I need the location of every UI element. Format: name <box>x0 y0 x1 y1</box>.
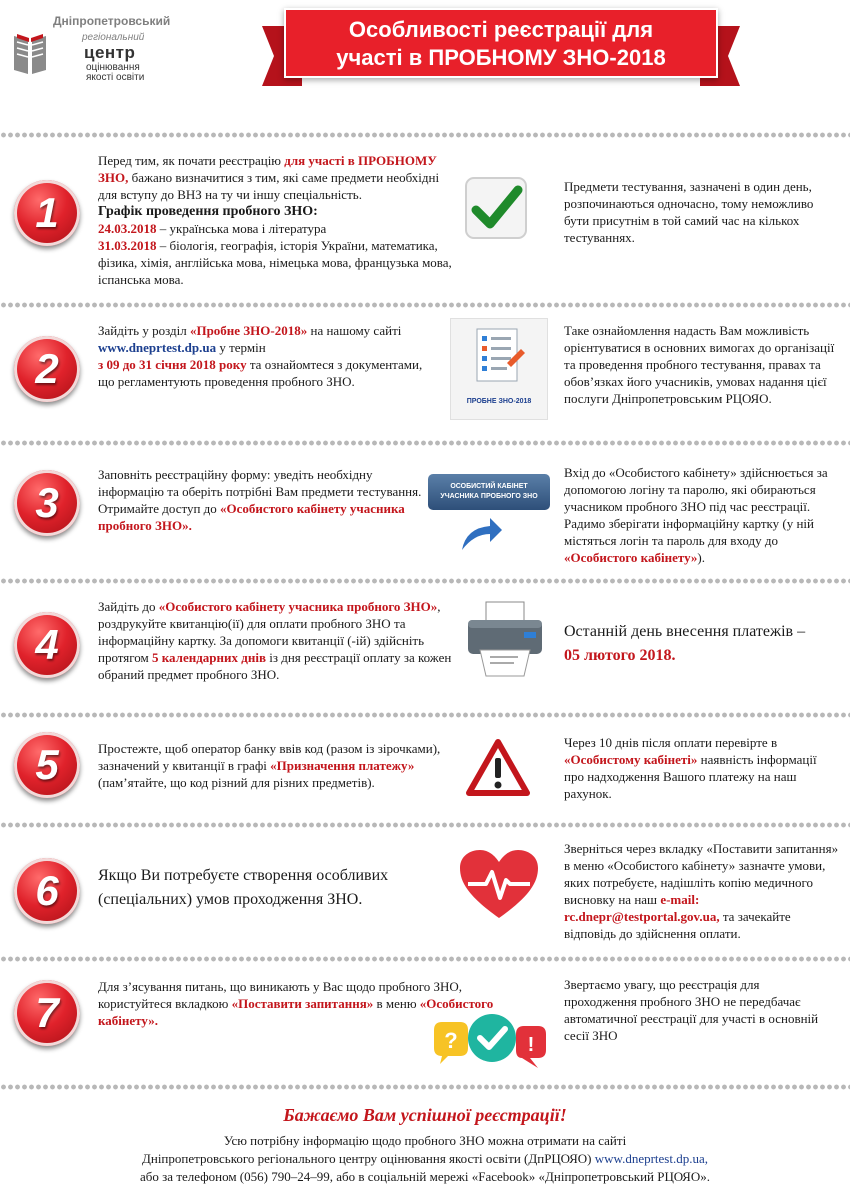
step4-text-d: 5 календарних днів <box>152 650 266 665</box>
step3-note-b: «Особистого кабінету» <box>564 550 698 565</box>
cabinet-button-line1: ОСОБИСТИЙ КАБІНЕТ <box>450 483 528 490</box>
checklist-graphic <box>451 319 547 391</box>
step5-note <box>564 734 834 802</box>
logo-text-line2: регіональний <box>82 32 145 43</box>
banner-title-line1: Особливості реєстрації для <box>348 17 654 42</box>
dotted-separator <box>0 302 850 308</box>
dotted-separator <box>0 440 850 446</box>
step4-text-b: «Особистого кабінету учасника пробного ЗНО» <box>158 599 438 614</box>
dotted-separator <box>0 712 850 718</box>
dotted-separator <box>0 956 850 962</box>
footer-line1: Усю потрібну інформацію щодо пробного ЗНО можна отримати на сайті <box>223 1133 627 1148</box>
step6-note <box>564 840 844 942</box>
footer-title: Бажаємо Вам успішної реєстрації! <box>283 1105 567 1125</box>
payment-deadline: 05 лютого 2018. <box>564 647 676 664</box>
schedule-date1-text: – українська мова і література <box>156 221 327 236</box>
title-banner <box>262 8 740 84</box>
step3-note <box>564 464 842 566</box>
logo-text-line4a: оцінювання <box>86 62 140 73</box>
step2-instructions <box>98 322 438 390</box>
heart-pulse-icon <box>458 848 540 922</box>
dotted-separator <box>0 822 850 828</box>
step-number-badge <box>14 470 80 536</box>
printer-icon <box>462 598 548 680</box>
step-number-badge <box>14 336 80 402</box>
cabinet-button <box>428 474 550 510</box>
dotted-separator <box>0 1084 850 1090</box>
step1-text-b: для участі в ПРОБНОМУ ЗНО, <box>98 153 437 185</box>
step5-instructions <box>98 740 458 791</box>
banner-title-line2: участі в ПРОБНОМУ ЗНО-2018 <box>336 45 666 70</box>
step6-instructions: Якщо Ви потребуєте створення особливих (спеціальних) умов проходження ЗНО. <box>98 867 389 908</box>
step6-note-c: та зачекайте відповідь до здійснення оплати. <box>564 909 791 941</box>
book-logo-icon <box>10 30 50 74</box>
step2-text-a: Зайдіть у розділ <box>98 323 190 338</box>
cabinet-button-icon <box>428 474 550 552</box>
logo-text-line1: Дніпропетровський <box>53 14 171 28</box>
step-number: 6 <box>35 867 59 914</box>
question-check-icon <box>430 1010 550 1074</box>
step5-note-b: «Особистому кабінеті» <box>564 752 698 767</box>
site-link[interactable]: www.dneprtest.dp.ua <box>98 340 217 355</box>
step4-text-c: , роздрукуйте квитанцію(ії) для оплати пробного ЗНО та інформаційну картку. За допомоги квитанції (-ій) здійсніть протягом <box>98 599 441 665</box>
schedule-date2: 31.03.2018 <box>98 238 157 253</box>
step-number-badge <box>14 612 80 678</box>
step3-note-c: ). <box>697 550 705 565</box>
step3-note-a: Вхід до «Особистого кабінету» здійснюється за допомогою логіну та паролю, які обираються учасником пробного ЗНО під час реєстрації. Радимо зберігати інформаційну картку (у ній містяться логін та пароль для входу до <box>564 465 828 548</box>
step4-text-a: Зайдіть до <box>98 599 159 614</box>
contact-email[interactable]: e-mail: rc.dnepr@testportal.gov.ua, <box>564 892 720 924</box>
step1-note: Предмети тестування, зазначені в один день, розпочинаються одночасно, тому неможливо бути присутнім в той самий час на кількох тестуваннях. <box>564 179 814 245</box>
step1-instructions <box>98 152 458 288</box>
step7-text-b: «Поставити запитання» <box>231 996 374 1011</box>
step7-text-d: «Особистого кабінету». <box>98 996 494 1028</box>
step1-text-a: Перед тим, як почати реєстрацію <box>98 153 285 168</box>
step3-text-a: Заповніть реєстраційну форму: уведіть необхідну інформацію та оберіть потрібні Вам предмети тестування. Отримайте доступ до <box>98 467 422 516</box>
step-number: 4 <box>35 621 59 668</box>
checklist-document-icon <box>450 318 548 420</box>
step3-text-b: «Особистого кабінету учасника пробного ЗНО». <box>98 501 405 533</box>
step-number-badge <box>14 858 80 924</box>
step2-text-g: та ознайомтеся з документами, що регламентують проведення пробного ЗНО. <box>98 357 423 389</box>
step-number-badge <box>14 180 80 246</box>
step-number: 7 <box>35 989 59 1036</box>
step5-note-c: наявність інформації про надходження Вашого платежу на наш рахунок. <box>564 752 817 801</box>
schedule-date2-text: – біологія, географія, історія України, математика, фізика, хімія, англійська мова, німецька мова, французька мова, іспанська мова. <box>98 238 452 287</box>
step-number: 1 <box>35 189 59 236</box>
step3-instructions <box>98 466 433 534</box>
step5-text-b: «Призначення платежу» <box>270 758 415 773</box>
schedule-date1: 24.03.2018 <box>98 221 157 236</box>
svg-text:?: ? <box>444 1028 458 1053</box>
logo-text-line4 <box>86 63 144 83</box>
step2-text-b: «Пробне ЗНО-2018» <box>189 323 308 338</box>
step5-note-a: Через 10 днів після оплати перевірте в <box>564 735 778 750</box>
footer-line2: Дніпропетровського регіонального центру оцінювання якості освіти (ДпРЦОЯО) <box>142 1151 595 1166</box>
step5-text-c: (пам’ятайте, що код різний для різних предметів). <box>98 775 375 790</box>
logo-text-line5: якості освіти <box>86 72 145 83</box>
curved-arrow-icon <box>456 514 506 554</box>
checkmark-icon <box>464 176 528 240</box>
step-number: 5 <box>35 741 59 788</box>
warning-icon <box>466 738 530 798</box>
dotted-separator <box>0 132 850 138</box>
footer-line3: або за телефоном (056) 790–24–99, або в соціальній мережі «Facebook» «Дніпропетровський РЦОЯО». <box>140 1169 710 1184</box>
step4-note-a: Останній день внесення платежів – <box>564 623 806 640</box>
footer-info <box>60 1132 790 1186</box>
cabinet-button-line2: УЧАСНИКА ПРОБНОГО ЗНО <box>440 493 538 500</box>
schedule-title: Графік проведення пробного ЗНО: <box>98 204 318 219</box>
step6-note-a: Зверніться через вкладку «Поставити запитання» в меню «Особистого кабінету» зазначте умови, яких потребуєте, надішліть копію медичного висновку на наш <box>564 841 839 907</box>
step1-text-c: бажано визначитися з тим, які саме предмети необхідні для вступу до ВНЗ на ту чи іншу спеціальність. <box>98 170 440 202</box>
step-number-badge <box>14 732 80 798</box>
step-number: 3 <box>35 479 59 526</box>
step7-text-c: в меню <box>373 996 420 1011</box>
footer-site-link[interactable]: www.dneprtest.dp.ua, <box>594 1151 708 1166</box>
banner-title <box>284 8 718 78</box>
step4-instructions <box>98 598 458 683</box>
organization-logo <box>10 10 171 90</box>
checklist-caption: ПРОБНЕ ЗНО-2018 <box>466 398 532 405</box>
step4-note <box>564 620 824 668</box>
step-number-badge <box>14 980 80 1046</box>
step5-text-a: Простежте, щоб оператор банку ввів код (разом із зірочками), зазначений у квитанції в графі <box>98 741 441 773</box>
step2-text-c: на нашому сайті <box>307 323 402 338</box>
logo-text-line3: центр <box>84 43 136 62</box>
step2-date-range: з 09 до 31 січня 2018 року <box>98 357 247 372</box>
step2-note: Таке ознайомлення надасть Вам можливість орієнтуватися в основних вимогах до організації та проведення пробного тестування, правах та обов’язках його учасників, умовах надання цієї послуги Дніпропетровським РЦОЯО. <box>564 323 835 406</box>
step2-text-e: у термін <box>216 340 266 355</box>
step4-text-e: із дня реєстрації оплату за кожен обраний предмет пробного ЗНО. <box>98 650 452 682</box>
dotted-separator <box>0 578 850 584</box>
step-number: 2 <box>35 345 59 392</box>
step7-note: Звертаємо увагу, що реєстрація для проходження пробного ЗНО не передбачає автоматичної реєстрації для участі в основній сесії ЗНО <box>564 977 819 1043</box>
step7-text-a: Для з’ясування питань, що виникають у Вас щодо пробного ЗНО, користуйтеся вкладкою <box>98 979 463 1011</box>
svg-text:!: ! <box>527 1034 535 1056</box>
